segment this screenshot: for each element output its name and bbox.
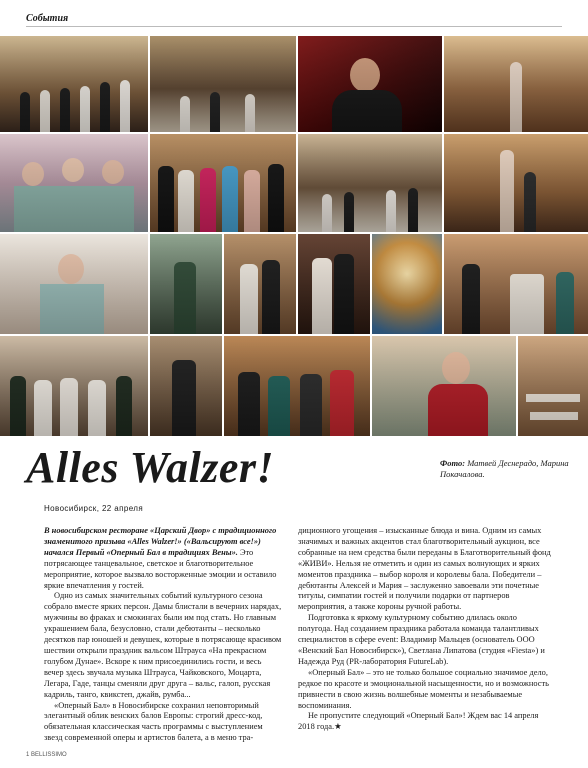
photo-chandelier: [372, 234, 442, 334]
section-label: События: [26, 13, 69, 24]
photo-guest-in-suit: [150, 336, 222, 436]
photo-dessert-table: [518, 336, 588, 436]
photo-credit-label: Фото:: [440, 458, 466, 468]
photo-couple-military: [150, 234, 222, 334]
dateline: Новосибирск, 22 апреля: [44, 504, 144, 513]
section-header: [26, 8, 562, 27]
photo-cake-cutting: [444, 234, 588, 334]
lead-paragraph: [44, 526, 282, 591]
photo-waltz-couple: [298, 234, 370, 334]
photo-debutants-group: [0, 336, 148, 436]
article-title: Alles Walzer!: [26, 443, 275, 492]
photo-ballroom-dance: [150, 36, 296, 132]
photo-lady-portrait: [0, 234, 148, 334]
photo-collage: [0, 36, 588, 436]
paragraph: «Оперный Бал» – это не только большое социально значимое дело, редкое по красоте и эмоциональной насыщенности, но и возможность привнести в свою жизнь волшебные моменты и незабываемые воспоминания.: [298, 667, 549, 710]
paragraph: Одно из самых значительных событий культурного сезона собрало вместе ярких персон. Дамы блистали в вечерних нарядах, мужчины во фраках и смокингах были им под стать. Но главным украшением бала, безусловно, стали дебютанты – несколько десятков пар юношей и девушек, которые в потрясающе красивом шествии открыли праздник вальсом Штрауса «На прекрасном голубом Дунае». Вскоре к ним присоединились гости, и весь вечер здесь звучала музыка Штрауса, Чайковского, Моцарта, Легара, Гаде, танцы сменяли друг друга – вальс, галоп, русская кадриль, танго, квикстеп, джайв, румба...: [44, 591, 282, 699]
lead-text: В новосибирском ресторане «Царский Двор» с традиционного знаменитого призыва «Alles Walzer!» («Вальсируют все!») начался Первый «Оперный Бал в традициях Вены».: [44, 526, 277, 557]
photo-ballet-dancer: [444, 36, 588, 132]
article-column-2: [298, 526, 552, 733]
page-footer: 1 BELLISSIMO: [26, 752, 67, 758]
photo-opera-singer: [298, 36, 442, 132]
photo-credit-names: Матвей Деснерадо, Марина Покачалова.: [440, 458, 569, 479]
photo-ballerina-lift: [444, 134, 588, 232]
photo-debutant-procession: [0, 36, 148, 132]
photo-credit: [440, 458, 572, 480]
lead-tail-text: Это потрясающее танцевальное, светское и благотворительное мероприятие, которое вызвало восторженные эмоции и оставило яркие впечатления у гостей.: [44, 547, 277, 590]
photo-couple-smiling: [224, 234, 296, 334]
photo-lady-in-red: [372, 336, 516, 436]
photo-three-ladies: [0, 134, 148, 232]
photo-group-portrait: [150, 134, 296, 232]
paragraph: диционного угощения – изысканные блюда и вина. Одним из самых значимых и важных акцентов стал благотворительный аукцион, все собранные на нем средства были переданы в Благотворительный фонд «ЖИВИ». Нельзя не отметить и один из самых волнующих и ярких моментов праздника – выбор короля и королевы бала. Победители – дебютанты Алексей и Мария – заслуженно завоевали эти почетные титулы, симпатии гостей и получили подарки от партнеров мероприятия, а также короны ручной работы.: [298, 526, 551, 612]
paragraph: Подготовка к яркому культурному событию длилась около полугода. Над созданием праздника работала команда талантливых специалистов в сфере event: Владимир Мальцев (основатель ООО «Венский Бал Новосибирск»), Светлана Липатова (студия «Fiesta») и Надежда Руд (PR-лаборатория FutureLab).: [298, 613, 545, 666]
paragraph: «Оперный Бал» в Новосибирске сохранил неповторимый элегантный облик венских балов Европы: строгий дресс-код, обязательная классическая часть программы с выступлением звезд современной оперы и артистов балета, а в меню тра-: [44, 700, 263, 743]
closing-paragraph: Не пропустите следующий «Оперный Бал»! Ждем вас 14 апреля 2018 года.★: [298, 711, 539, 732]
photo-ball-procession: [298, 134, 442, 232]
photo-friends-group: [224, 336, 370, 436]
article-column-1: [44, 526, 282, 744]
